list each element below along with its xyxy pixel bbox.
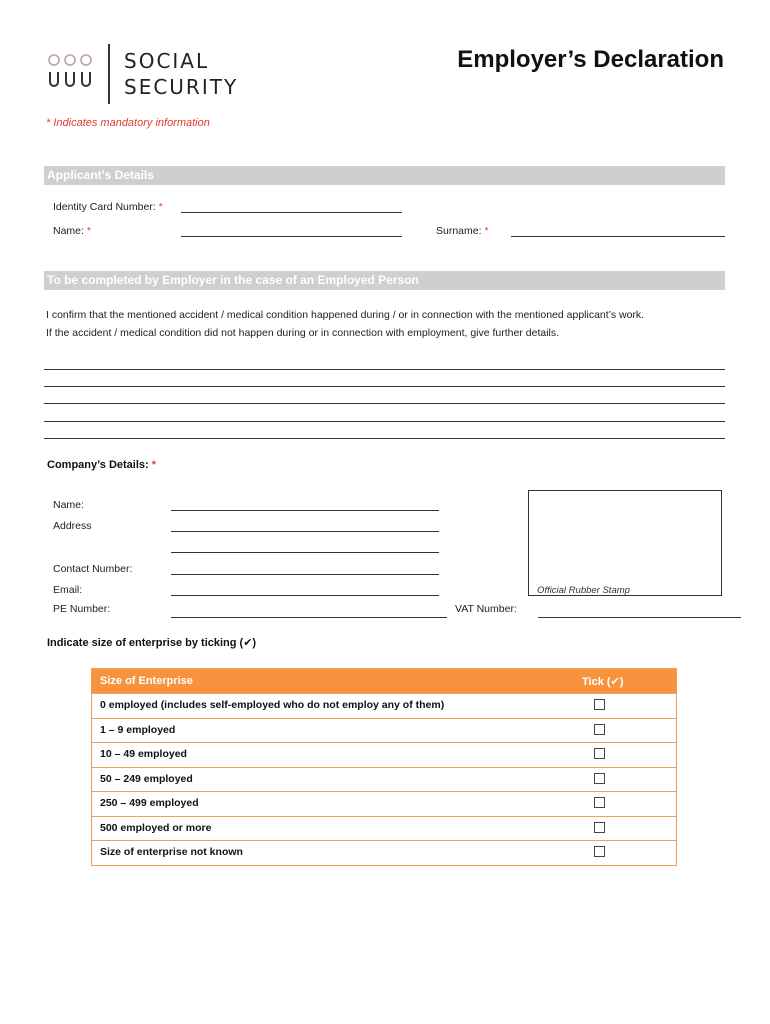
pe-number-input[interactable] bbox=[171, 617, 447, 618]
logo-divider bbox=[108, 44, 110, 104]
identity-card-label bbox=[53, 201, 163, 213]
email-input[interactable] bbox=[171, 595, 439, 596]
row-label: 500 employed or more bbox=[100, 821, 212, 834]
required-mark: * bbox=[86, 225, 91, 237]
name-label-text: Name: bbox=[53, 225, 84, 237]
mandatory-note: * Indicates mandatory information bbox=[46, 117, 210, 129]
tick-checkbox[interactable] bbox=[594, 773, 605, 784]
contact-number-label: Contact Number: bbox=[53, 563, 133, 575]
tick-checkbox[interactable] bbox=[594, 748, 605, 759]
pe-number-label: PE Number: bbox=[53, 603, 111, 615]
tick-column-header: Tick (✔) bbox=[582, 676, 624, 688]
table-row bbox=[92, 816, 676, 841]
size-column-header: Size of Enterprise bbox=[100, 675, 193, 687]
vat-number-label: VAT Number: bbox=[455, 603, 517, 615]
employer-section-header: To be completed by Employer in the case of an Employed Person bbox=[44, 271, 725, 290]
required-mark: * bbox=[151, 459, 157, 471]
row-label: 1 – 9 employed bbox=[100, 723, 176, 736]
required-mark: * bbox=[484, 225, 489, 237]
name-label bbox=[53, 225, 91, 237]
company-name-label: Name: bbox=[53, 499, 84, 511]
tick-checkbox[interactable] bbox=[594, 797, 605, 808]
company-name-input[interactable] bbox=[171, 510, 439, 511]
further-details-instruction: If the accident / medical condition did not happen during or in connection with employment, give further details. bbox=[46, 327, 560, 339]
logo-text bbox=[124, 48, 238, 100]
company-details-heading bbox=[47, 459, 156, 471]
details-line-4[interactable] bbox=[44, 421, 725, 422]
row-label: 50 – 249 employed bbox=[100, 772, 193, 785]
row-label: 250 – 499 employed bbox=[100, 797, 199, 809]
table-row bbox=[92, 767, 676, 792]
email-label: Email: bbox=[53, 584, 83, 596]
company-details-heading-text: Company’s Details: bbox=[47, 459, 149, 471]
vat-number-input[interactable] bbox=[538, 617, 741, 618]
surname-label-text: Surname: bbox=[436, 225, 482, 237]
details-line-3[interactable] bbox=[44, 403, 725, 404]
tick-checkbox[interactable] bbox=[594, 846, 605, 857]
table-header bbox=[92, 669, 676, 693]
name-input[interactable] bbox=[181, 236, 402, 237]
table-row bbox=[92, 718, 676, 743]
required-mark: * bbox=[158, 201, 163, 213]
social-security-logo-icon bbox=[46, 52, 98, 96]
row-label: Size of enterprise not known bbox=[100, 846, 243, 858]
confirm-statement: I confirm that the mentioned accident / medical condition happened during / or in connection with the mentioned applicant’s work. bbox=[46, 309, 645, 321]
enterprise-size-heading: Indicate size of enterprise by ticking (✔) bbox=[47, 637, 257, 649]
company-address-input-2[interactable] bbox=[171, 552, 439, 553]
company-address-input-1[interactable] bbox=[171, 531, 439, 532]
applicant-section-header: Applicant’s Details bbox=[44, 166, 725, 185]
table-row bbox=[92, 693, 676, 718]
surname-label bbox=[436, 225, 489, 237]
tick-checkbox[interactable] bbox=[594, 699, 605, 710]
surname-input[interactable] bbox=[511, 236, 725, 237]
details-line-1[interactable] bbox=[44, 369, 725, 370]
details-line-5[interactable] bbox=[44, 438, 725, 439]
rubber-stamp-label: Official Rubber Stamp bbox=[537, 585, 630, 596]
row-label: 10 – 49 employed bbox=[100, 748, 187, 760]
tick-checkbox[interactable] bbox=[594, 724, 605, 735]
table-row bbox=[92, 840, 676, 865]
table-row bbox=[92, 791, 676, 816]
tick-checkbox[interactable] bbox=[594, 822, 605, 833]
logo-line-2: SECURITY bbox=[124, 75, 239, 99]
company-address-label: Address bbox=[53, 520, 92, 532]
page-title: Employer’s Declaration bbox=[457, 46, 724, 73]
contact-number-input[interactable] bbox=[171, 574, 439, 575]
identity-card-label-text: Identity Card Number: bbox=[53, 201, 156, 213]
identity-card-input[interactable] bbox=[181, 212, 402, 213]
logo-line-1: SOCIAL bbox=[124, 49, 210, 73]
details-line-2[interactable] bbox=[44, 386, 725, 387]
row-label: 0 employed (includes self-employed who do not employ any of them) bbox=[100, 699, 445, 711]
rubber-stamp-box bbox=[528, 490, 722, 596]
enterprise-size-table bbox=[91, 668, 677, 866]
table-row bbox=[92, 742, 676, 767]
